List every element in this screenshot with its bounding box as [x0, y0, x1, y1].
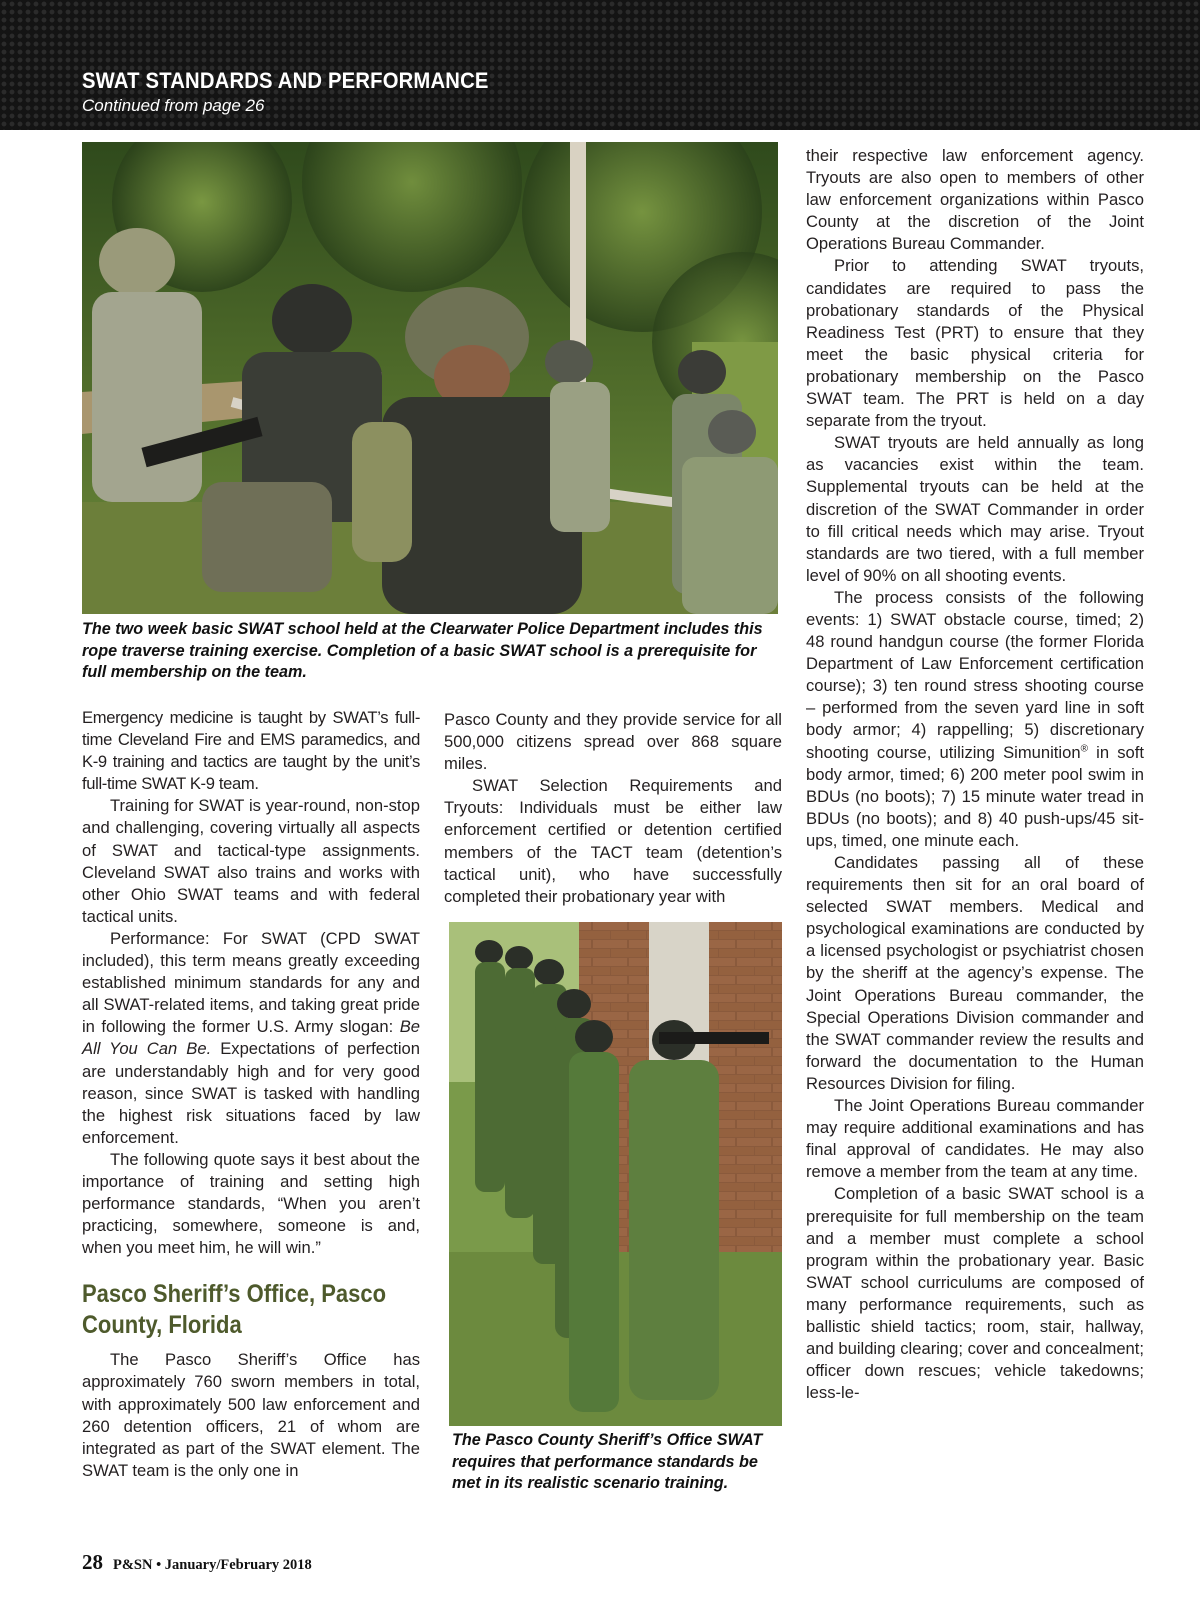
paragraph: Pasco County and they provide service for all 500,000 citizens spread over 868 square miles.	[444, 710, 782, 774]
paragraph: The process consists of the following events: 1) SWAT obstacle course, timed; 2) 48 round handgun course (the former Florida Department of Law Enforcement certification course); 3) ten round stress shooting course – performed from the seven yard line in soft body armor; 4) rappelling; 5) discretionary shooting course, utilizing Simunition® in soft body armor, timed; 6) 200 meter pool swim in BDUs (no boots); 7) 15 minute water tread in BDUs (no boots); and 8) 40 push-ups/45 sit-ups, timed, one minute each.	[806, 587, 1144, 850]
section-title: SWAT STANDARDS AND PERFORMANCE	[82, 68, 489, 93]
paragraph: SWAT Selection Requirements and Tryouts: Individuals must be either law enforcement certified or detention certified members of the TACT team (detention’s tactical unit), who have successfully completed their probationary year with	[444, 776, 782, 906]
paragraph: Performance: For SWAT (CPD SWAT included), this term means greatly exceeding established minimum standards for any and all SWAT-related items, and taking great pride in following the former U.S. Army slogan: Be All You Can Be. Expectations of perfection are understandably high and for very good reason, since SWAT is tasked with handling the highest risk situations faced by law enforcement.	[82, 928, 420, 1147]
paragraph: SWAT tryouts are held annually as long as vacancies exist within the team. Supplemental tryouts can be held at the discretion of the SWAT Commander in order to fill critical needs which may arise. Tryout standards are two tiered, with a full member level of 90% on all shooting events.	[806, 433, 1144, 585]
paragraph: Emergency medicine is taught by SWAT’s full-time Cleveland Fire and EMS paramedics, and K-9 training and tactics are taught by the unit’s full-time SWAT K-9 team.	[82, 708, 420, 794]
page-header	[0, 0, 1200, 130]
article-column-2	[444, 709, 782, 908]
paragraph: Training for SWAT is year-round, non-stop and challenging, covering virtually all aspects of SWAT and tactical-type assignments. Cleveland SWAT also trains and works with other Ohio SWAT teams and with federal tactical units.	[82, 796, 420, 926]
page-number: 28	[82, 1550, 103, 1574]
registered-mark: ®	[1080, 743, 1088, 754]
team-photo-caption: The Pasco County Sheriff’s Office SWAT requires that performance standards be met in its realistic scenario training.	[452, 1431, 763, 1492]
paragraph: their respective law enforcement agency. Tryouts are also open to members of other law enforcement organizations within Pasco County at the discretion of the Joint Operations Bureau Commander.	[806, 146, 1144, 254]
paragraph: Completion of a basic SWAT school is a prerequisite for full membership on the team and a member must complete a school program within the probationary year. Basic SWAT school curriculums are composed of many performance requirements, such as ballistic shield tactics; room, stair, hallway, and building clearing; cover and concealment; officer down rescues; vehicle takedowns; less-le-	[806, 1184, 1144, 1403]
publication-name: P&SN • January/February 2018	[113, 1557, 312, 1573]
page-footer	[82, 1550, 312, 1575]
army-slogan: Be All You Can Be.	[82, 1017, 420, 1059]
paragraph: Candidates passing all of these requirements then sit for an oral board of selected SWAT members. Medical and psychological examinations are conducted by a licensed psychologist or psychiatrist chosen by the sheriff at the agency’s expense. The Joint Operations Bureau commander, the Special Operations Division commander and the SWAT commander review the results and forward the documentation to the Human Resources Division for filing.	[806, 853, 1144, 1093]
continued-note: Continued from page 26	[82, 96, 265, 115]
paragraph: The following quote says it best about the importance of training and setting high performance standards, “When you aren’t practicing, somewhere, someone is and, when you meet him, he will win.”	[82, 1149, 420, 1258]
section-heading: Pasco Sheriff’s Office, Pasco County, Florida	[82, 1280, 387, 1340]
rope-traverse-photo	[82, 142, 778, 614]
rope-photo-caption: The two week basic SWAT school held at the Clearwater Police Department includes this rope traverse training exercise. Completion of a basic SWAT school is a prerequisite for full membership on the team.	[82, 620, 763, 681]
paragraph: The Pasco Sheriff’s Office has approximately 760 sworn members in total, with approximately 500 law enforcement and 260 detention officers, 21 of whom are integrated as part of the SWAT element. The SWAT team is the only one in	[82, 1350, 420, 1480]
paragraph: Prior to attending SWAT tryouts, candidates are required to pass the probationary standards of the Physical Readiness Test (PRT) to ensure that they meet the basic physical criteria for probationary membership on the Pasco SWAT team. The PRT is held on a day separate from the tryout.	[806, 256, 1144, 431]
article-column-3	[806, 145, 1144, 1404]
paragraph: The Joint Operations Bureau commander may require additional examinations and has final approval of candidates. He may also remove a member from the team at any time.	[806, 1096, 1144, 1182]
article-column-1	[82, 707, 420, 1482]
swat-team-photo	[449, 922, 782, 1426]
